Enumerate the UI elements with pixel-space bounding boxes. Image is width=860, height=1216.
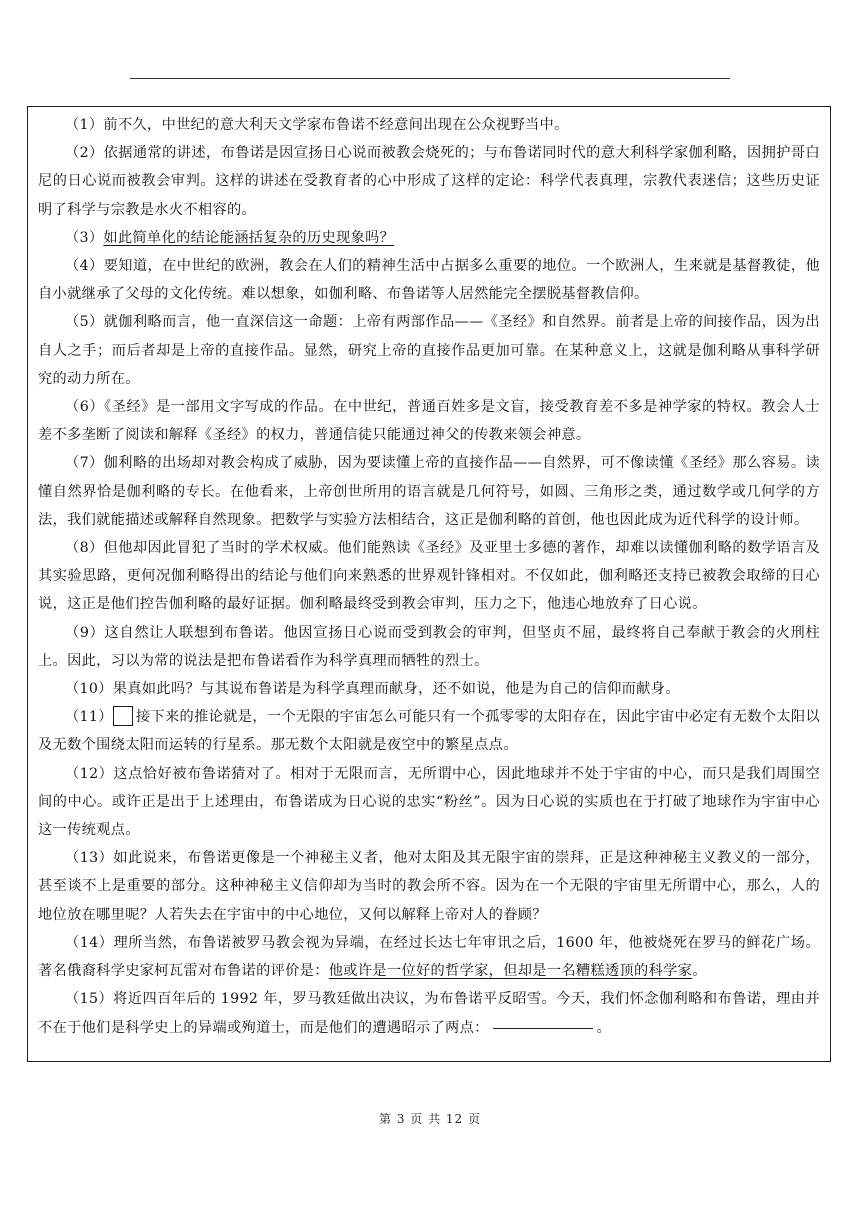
paragraph-10 [38, 675, 820, 703]
paragraph-7 [38, 449, 820, 534]
answer-blank[interactable] [493, 1027, 593, 1029]
paragraph-8-text: （8）但他却因此冒犯了当时的学术权威。他们能熟读《圣经》及亚里士多德的著作，却难以读懂伽利略的数学语言及其实验思路，更何况伽利略得出的结论与他们向来熟悉的世界观针锋相对。不仅如此，伽利略还支持已被教会取缔的日心说，这正是他们控告伽利略的最好证据。伽利略最终受到教会审判，压力之下，他违心地放弃了日心说。 [38, 540, 820, 613]
paragraph-3-underlined-question: 如此简单化的结论能涵括复杂的历史现象吗？ [103, 229, 395, 246]
paragraph-3 [38, 224, 820, 252]
paragraph-12 [38, 760, 820, 845]
header-rule [130, 78, 730, 79]
paragraph-9 [38, 619, 820, 675]
paragraph-2-text: （2）依据通常的讲述，布鲁诺是因宣扬日心说而被教会烧死的；与布鲁诺同时代的意大利科学家伽利略，因拥护哥白尼的日心说而被教会审判。这样的讲述在受教育者的心中形成了这样的定论：科学代表真理，宗教代表迷信；这些历史证明了科学与宗教是水火不相容的。 [38, 145, 820, 218]
paragraph-14-underlined-quote: 他或许是一位好的哲学家，但却是一名糟糕透顶的科学家 [328, 963, 693, 980]
paragraph-14-text: （14）理所当然，布鲁诺被罗马教会视为异端，在经过长达七年审讯之后，1600 年，他被烧死在罗马的鲜花广场。著名俄裔科学史家柯瓦雷对布鲁诺的评价是： [38, 934, 820, 980]
passage-frame [27, 106, 831, 1062]
paragraph-5-text: （5）就伽利略而言，他一直深信这一命题：上帝有两部作品——《圣经》和自然界。前者是上帝的间接作品，因为出自人之手；而后者却是上帝的直接作品。显然，研究上帝的直接作品更加可靠。在某种意义上，这就是伽利略从事科学研究的动力所在。 [38, 314, 820, 387]
paragraph-6 [38, 393, 820, 449]
paragraph-2 [38, 139, 820, 224]
paragraph-12-text: （12）这点恰好被布鲁诺猜对了。相对于无限而言，无所谓中心，因此地球并不处于宇宙的中心，而只是我们周围空间的中心。或许正是出于上述理由，布鲁诺成为日心说的忠实“粉丝”。因为日心说的实质也在于打破了地球作为宇宙中心这一传统观点。 [38, 765, 820, 839]
paragraph-13-text: （13）如此说来，布鲁诺更像是一个神秘主义者，他对太阳及其无限宇宙的崇拜，正是这种神秘主义教义的一部分，甚至谈不上是重要的部分。这种神秘主义信仰却为当时的教会所不容。因为在一个无限的宇宙里无所谓中心，那么，人的地位放在哪里呢？人若失去在宇宙中的中心地位，又何以解释上帝对人的眷顾？ [38, 850, 820, 923]
paragraph-3-number: （3） [64, 229, 104, 246]
paragraph-6-text: （6）《圣经》是一部用文字写成的作品。在中世纪，普通百姓多是文盲，接受教育差不多是神学家的特权。教会人士差不多垄断了阅读和解释《圣经》的权力，普通信徒只能通过神父的传教来领会神意。 [38, 399, 820, 444]
page-footer: 第 3 页 共 12 页 [379, 1112, 481, 1126]
paragraph-13 [38, 844, 820, 929]
paragraph-15 [38, 985, 820, 1041]
paragraph-11-number: （11） [64, 709, 113, 726]
paragraph-9-text: （9）这自然让人联想到布鲁诺。他因宣扬日心说而受到教会的审判，但坚贞不屈，最终将自己奉献于教会的火刑柱上。因此，习以为常的说法是把布鲁诺看作为科学真理而牺牲的烈士。 [38, 624, 820, 669]
paragraph-15-end: 。 [596, 1019, 612, 1036]
paragraph-8 [38, 534, 820, 619]
paragraph-15-text: （15）将近四百年后的 1992 年，罗马教廷做出决议，为布鲁诺平反昭雪。今天，我们怀念伽利略和布鲁诺，理由并不在于他们是科学史上的异端或殉道士，而是他们的遭遇昭示了两点： [38, 991, 820, 1036]
paragraph-4 [38, 252, 820, 308]
paragraph-4-text: （4）要知道，在中世纪的欧洲，教会在人们的精神生活中占据多么重要的地位。一个欧洲人，生来就是基督教徒，他自小就继承了父母的文化传统。难以想象，如伽利略、布鲁诺等人居然能完全摆脱基督教信仰。 [38, 258, 820, 303]
paragraph-1 [38, 111, 820, 139]
answer-box[interactable] [113, 706, 133, 726]
paragraph-11-text: 接下来的推论就是，一个无限的宇宙怎么可能只有一个孤零零的太阳存在，因此宇宙中必定有无数个太阳以及无数个围绕太阳而运转的行星系。那无数个太阳就是夜空中的繁星点点。 [38, 709, 820, 754]
paragraph-11 [38, 703, 820, 759]
paragraph-1-text: （1）前不久，中世纪的意大利天文学家布鲁诺不经意间出现在公众视野当中。 [64, 117, 569, 133]
paragraph-14 [38, 929, 820, 985]
paragraph-14-end: 。 [692, 963, 707, 980]
paragraph-7-text: （7）伽利略的出场却对教会构成了威胁，因为要读懂上帝的直接作品——自然界，可不像读懂《圣经》那么容易。读懂自然界恰是伽利略的专长。在他看来，上帝创世所用的语言就是几何符号，如圆、三角形之类，通过数学或几何学的方法，我们就能描述或解释自然现象。把数学与实验方法相结合，这正是伽利略的首创，他也因此成为近代科学的设计师。 [38, 455, 820, 528]
paragraph-10-text: （10）果真如此吗？与其说布鲁诺是为科学真理而献身，还不如说，他是为自己的信仰而献身。 [64, 681, 680, 698]
paragraph-5 [38, 308, 820, 393]
